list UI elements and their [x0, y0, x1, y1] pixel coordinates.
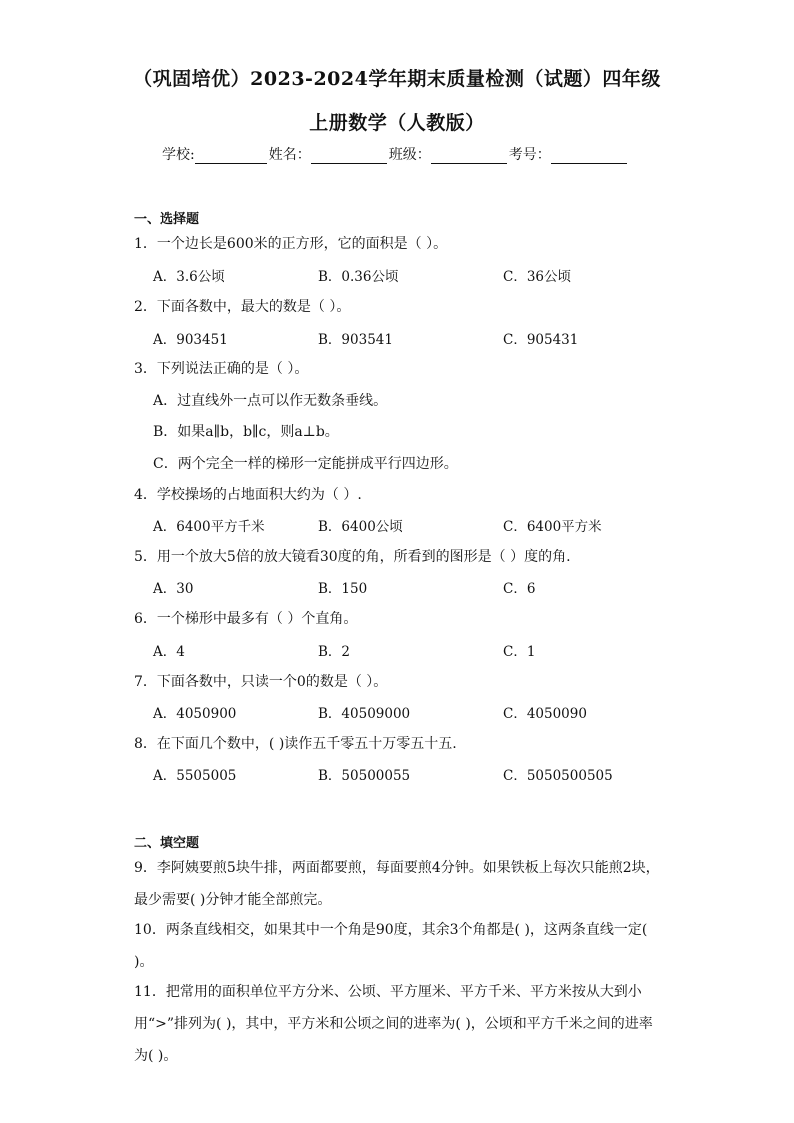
title-line-2: 上册数学（人教版） — [309, 112, 485, 134]
question-10: 10．两条直线相交，如果其中一个角是90度，其余3个角都是( )，这两条直线一定( )。 — [134, 922, 648, 970]
q3-option-a[interactable]: A．过直线外一点可以作无数条垂线。 — [153, 393, 388, 409]
q1-option-a[interactable]: A．3.6公顷 — [153, 269, 225, 285]
section-heading-fill: 二、填空题 — [134, 836, 200, 851]
q4-option-b[interactable]: B．6400公顷 — [318, 519, 403, 535]
question-9: 9．李阿姨要煎5块牛排，两面都要煎，每面要煎4分钟。如果铁板上每次只能煎2块，最少需要( )分钟才能全部煎完。 — [134, 860, 660, 908]
q1-option-b[interactable]: B．0.36公顷 — [318, 269, 399, 285]
title-line-1: （巩固培优）2023-2024学年期末质量检测（试题）四年级 — [133, 68, 661, 90]
number-label: 考号： — [508, 147, 551, 163]
question-1: 1．一个边长是600米的正方形，它的面积是（ ）。 — [134, 236, 448, 252]
q3-option-c[interactable]: C．两个完全一样的梯形一定能拼成平行四边形。 — [153, 456, 458, 472]
q1-option-c[interactable]: C．36公顷 — [503, 269, 572, 285]
class-blank[interactable] — [431, 149, 507, 164]
question-11: 11．把常用的面积单位平方分米、公顷、平方厘米、平方千米、平方米按从大到小用“>”排列为( )，其中，平方米和公顷之间的进率为( )，公顷和平方千米之间的进率为( )。 — [134, 984, 653, 1064]
question-8: 8．在下面几个数中，( )读作五千零五十万零五十五. — [134, 736, 457, 752]
q5-option-b[interactable]: B．150 — [318, 581, 368, 597]
q8-option-a[interactable]: A．5505005 — [153, 768, 237, 784]
q6-option-b[interactable]: B．2 — [318, 644, 351, 660]
q7-option-a[interactable]: A．4050900 — [153, 706, 237, 722]
question-6: 6．一个梯形中最多有（ ）个直角。 — [134, 611, 358, 627]
question-5: 5．用一个放大5倍的放大镜看30度的角，所看到的图形是（ ）度的角. — [134, 549, 571, 565]
q8-option-b[interactable]: B．50500055 — [318, 768, 411, 784]
question-7: 7．下面各数中，只读一个0的数是（ ）。 — [134, 674, 388, 690]
q2-option-c[interactable]: C．905431 — [503, 332, 579, 348]
q5-option-a[interactable]: A．30 — [153, 581, 194, 597]
question-4: 4．学校操场的占地面积大约为（ ）. — [134, 487, 362, 503]
q6-option-a[interactable]: A．4 — [153, 644, 185, 660]
section-heading-choice: 一、选择题 — [134, 212, 200, 227]
q2-option-a[interactable]: A．903451 — [153, 332, 228, 348]
q4-option-a[interactable]: A．6400平方千米 — [153, 519, 265, 535]
school-blank[interactable] — [195, 149, 267, 164]
q3-option-b[interactable]: B．如果a∥b，b∥c，则a⊥b。 — [153, 424, 339, 440]
q5-option-c[interactable]: C．6 — [503, 581, 536, 597]
class-label: 班级： — [388, 147, 431, 163]
name-label: 姓名： — [268, 147, 311, 163]
question-2: 2．下面各数中，最大的数是（ ）。 — [134, 299, 351, 315]
q4-option-c[interactable]: C．6400平方米 — [503, 519, 602, 535]
student-info-row — [162, 144, 629, 164]
q7-option-b[interactable]: B．40509000 — [318, 706, 411, 722]
q6-option-c[interactable]: C．1 — [503, 644, 536, 660]
q8-option-c[interactable]: C．5050500505 — [503, 768, 613, 784]
school-label: 学校: — [162, 147, 195, 163]
q2-option-b[interactable]: B．903541 — [318, 332, 393, 348]
question-3: 3．下列说法正确的是（ ）。 — [134, 361, 309, 377]
number-blank[interactable] — [551, 149, 627, 164]
name-blank[interactable] — [311, 149, 387, 164]
q7-option-c[interactable]: C．4050090 — [503, 706, 587, 722]
